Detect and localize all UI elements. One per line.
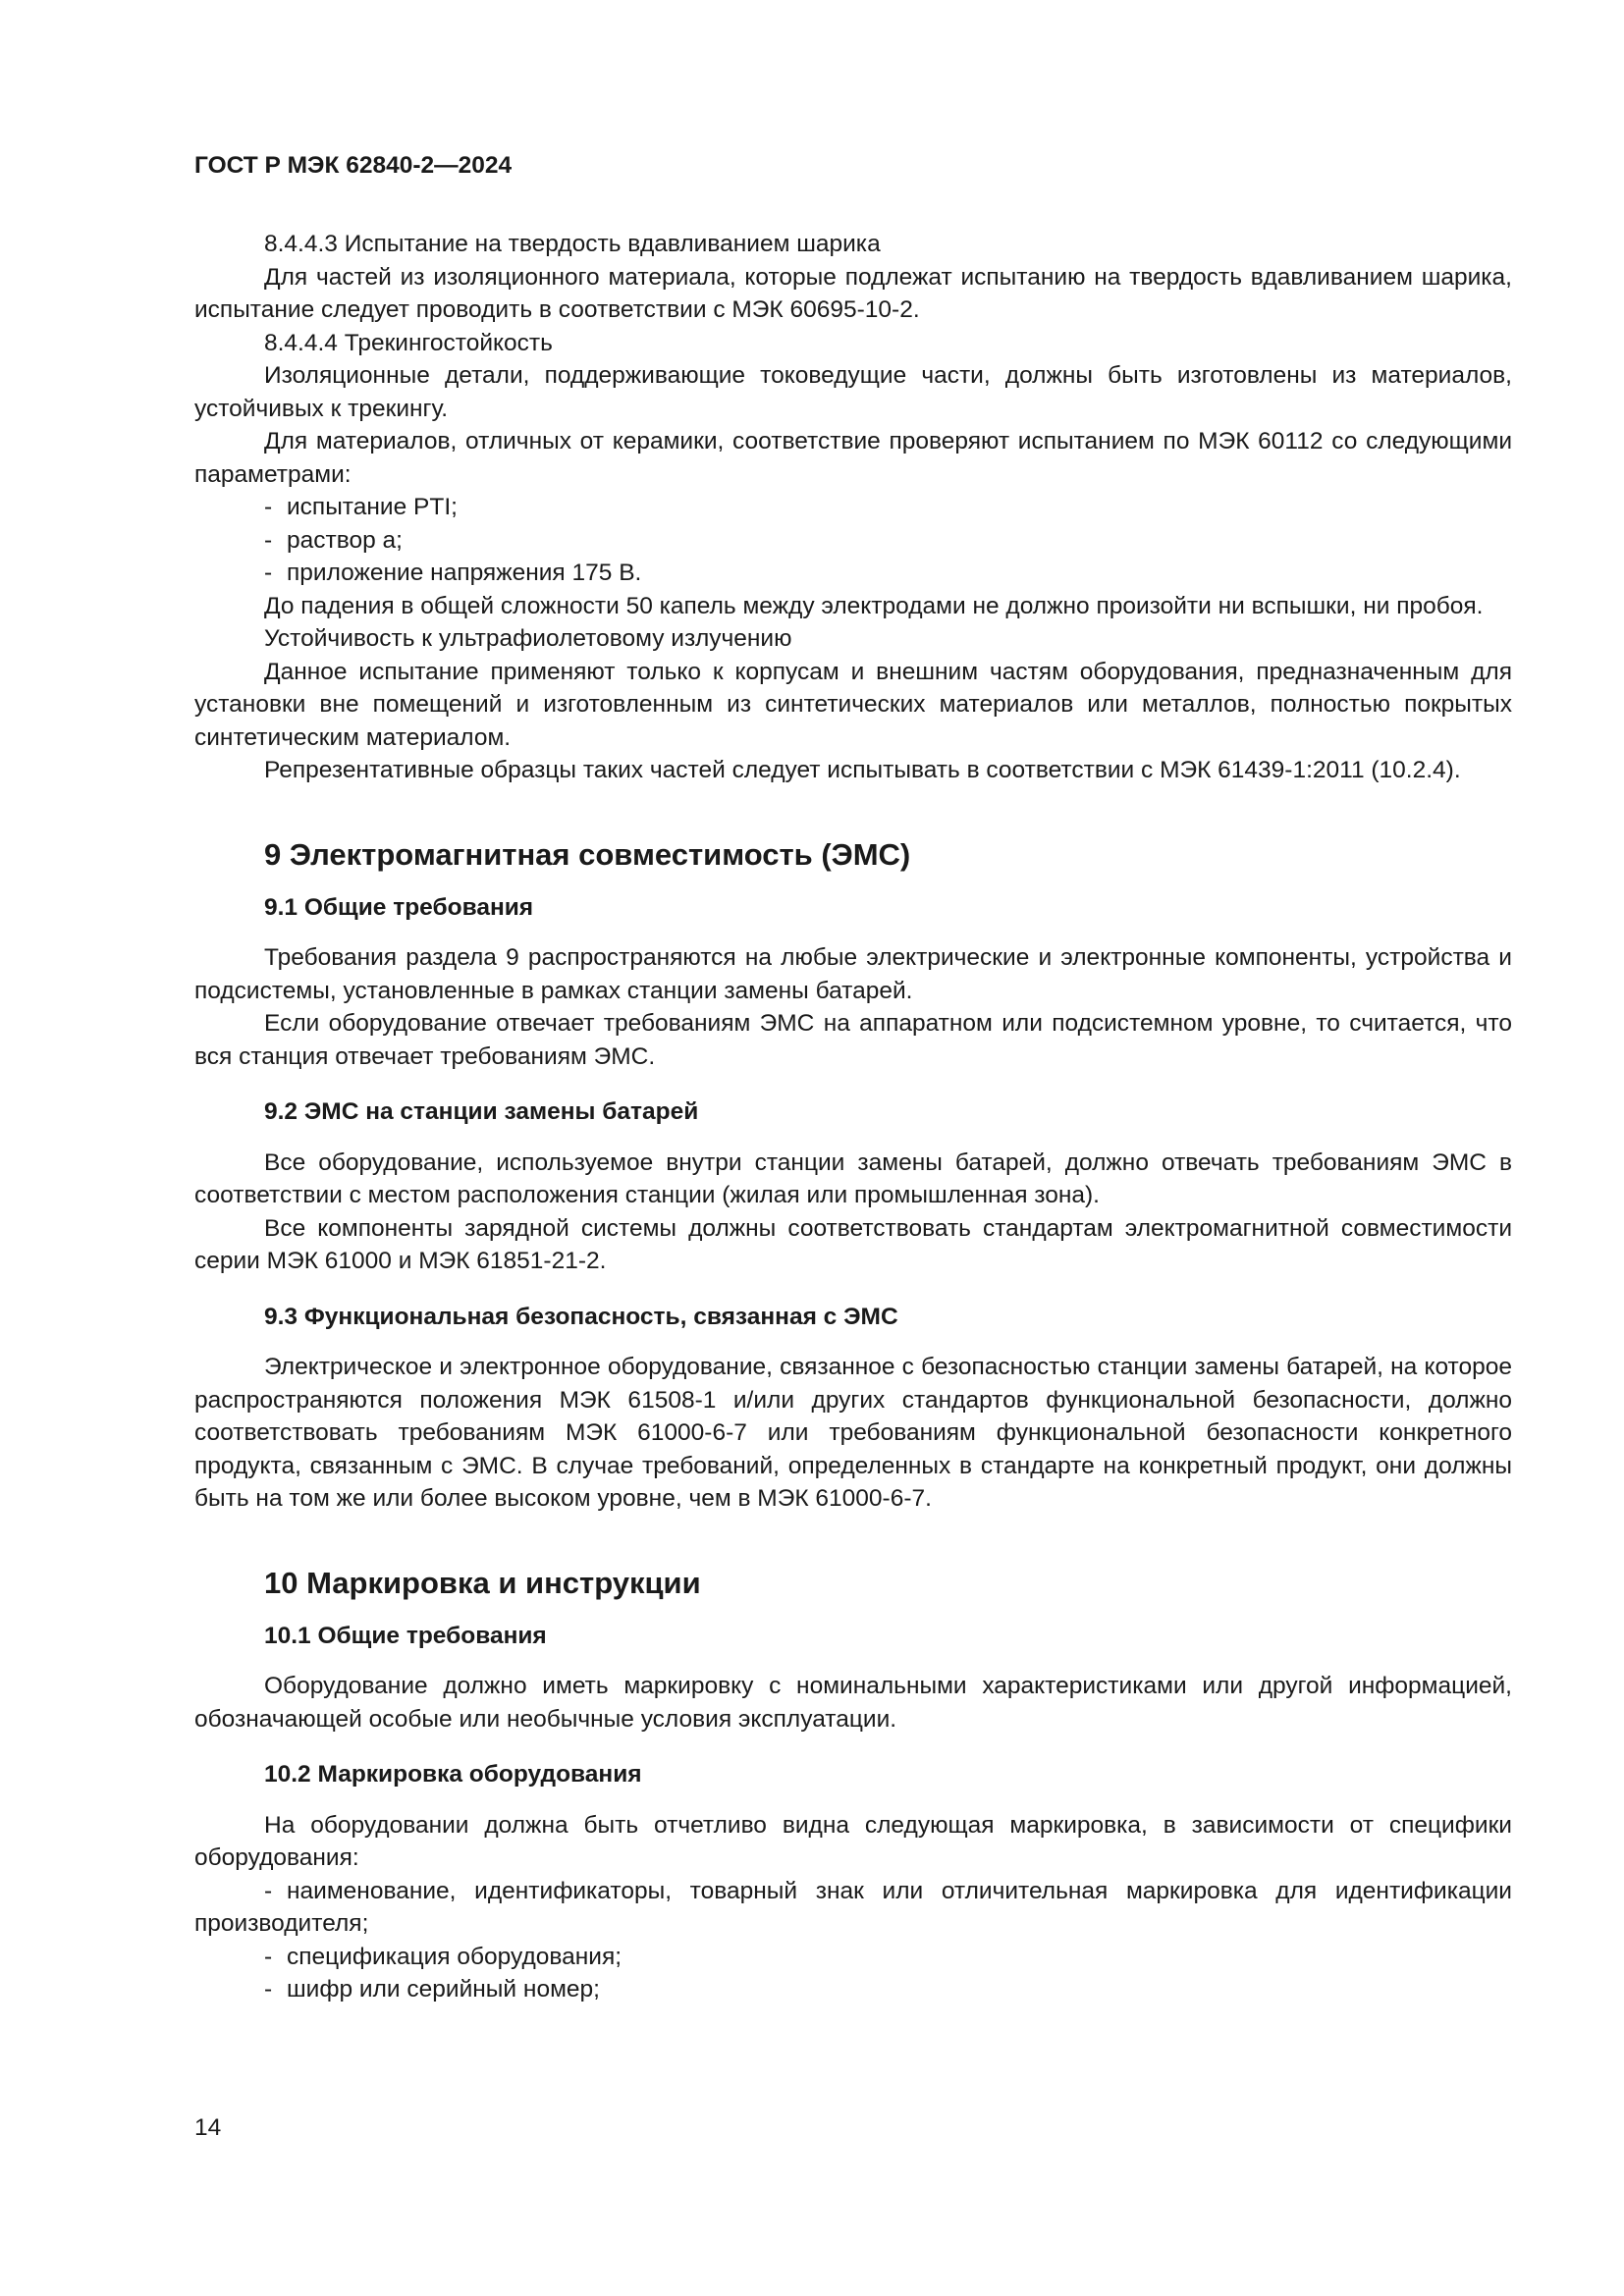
section-9-title: 9 Электромагнитная совместимость (ЭМС) <box>264 836 911 872</box>
paragraph: Все оборудование, используемое внутри станции замены батарей, должно отвечать требованиям ЭМС в соответствии с местом расположения станции (жилая или промышленная зона). <box>194 1148 1512 1208</box>
paragraph: До падения в общей сложности 50 капель между электродами не должно произойти ни вспышки, ни пробоя. <box>264 592 1484 619</box>
paragraph: Для частей из изоляционного материала, которые подлежат испытанию на твердость вдавливанием шарика, испытание следует проводить в соответствии с МЭК 60695-10-2. <box>194 263 1512 323</box>
subsection-9-2-title: 9.2 ЭМС на станции замены батарей <box>264 1098 699 1125</box>
paragraph: Если оборудование отвечает требованиям ЭМС на аппаратном или подсистемном уровне, то считается, что вся станция отвечает требованиям ЭМС. <box>194 1010 1512 1070</box>
paragraph: Электрическое и электронное оборудование, связанное с безопасностью станции замены батарей, на которое распространяются положения МЭК 61508-1 и/или других стандартов функциональной безопасности, должно соответствовать требованиям МЭК 61000-6-7 или требованиям функциональной безопасности конкретного продукта, связанным с ЭМС. В случае требований, определенных в стандарте на конкретный продукт, они должны быть на том же или более высоком уровне, чем в МЭК 61000-6-7. <box>194 1354 1512 1512</box>
subsection-9-1-title: 9.1 Общие требования <box>264 893 534 921</box>
paragraph: Оборудование должно иметь маркировку с номинальными характеристиками или другой информацией, обозначающей особые или необычные условия эксплуатации. <box>194 1673 1512 1733</box>
list-item: - шифр или серийный номер; <box>264 1976 600 2002</box>
paragraph: Все компоненты зарядной системы должны соответствовать стандартам электромагнитной совместимости серии МЭК 61000 и МЭК 61851-21-2. <box>194 1214 1512 1274</box>
list-item: - приложение напряжения 175 В. <box>264 560 642 586</box>
paragraph: Данное испытание применяют только к корпусам и внешним частям оборудования, предназначенным для установки вне помещений и изготовленным из синтетических материалов или металлов, полностью покрытых синтетическим материалом. <box>194 658 1512 751</box>
document-header: ГОСТ Р МЭК 62840-2—2024 <box>194 152 513 179</box>
paragraph: Для материалов, отличных от керамики, соответствие проверяют испытанием по МЭК 60112 со следующими параметрами: <box>194 428 1512 488</box>
list-item: - наименование, идентификаторы, товарный знак или отличительная маркировка для идентификации производителя; <box>194 1877 1512 1937</box>
paragraph: На оборудовании должна быть отчетливо видна следующая маркировка, в зависимости от специфики оборудования: <box>194 1811 1512 1871</box>
subsection-10-2-title: 10.2 Маркировка оборудования <box>264 1761 642 1788</box>
paragraph: Репрезентативные образцы таких частей следует испытывать в соответствии с МЭК 61439-1:2011 (10.2.4). <box>264 757 1461 783</box>
page-number: 14 <box>194 2114 222 2141</box>
paragraph: Требования раздела 9 распространяются на любые электрические и электронные компоненты, устройства и подсистемы, установленные в рамках станции замены батарей. <box>194 944 1512 1004</box>
uv-resistance-heading: Устойчивость к ультрафиолетовому излучению <box>264 625 792 652</box>
document-body <box>194 228 1512 2006</box>
clause-8-4-4-4-heading: 8.4.4.4 Трекингостойкость <box>264 329 553 356</box>
paragraph: Изоляционные детали, поддерживающие токоведущие части, должны быть изготовлены из материалов, устойчивых к трекингу. <box>194 362 1512 422</box>
list-item: - раствор а; <box>264 526 403 554</box>
list-item: - испытание PTI; <box>264 494 458 520</box>
clause-8-4-4-3-heading: 8.4.4.3 Испытание на твердость вдавливанием шарика <box>264 231 881 257</box>
list-item: - спецификация оборудования; <box>264 1943 623 1970</box>
subsection-10-1-title: 10.1 Общие требования <box>264 1622 547 1649</box>
section-10-title: 10 Маркировка и инструкции <box>264 1565 701 1600</box>
subsection-9-3-title: 9.3 Функциональная безопасность, связанная с ЭМС <box>264 1303 898 1330</box>
